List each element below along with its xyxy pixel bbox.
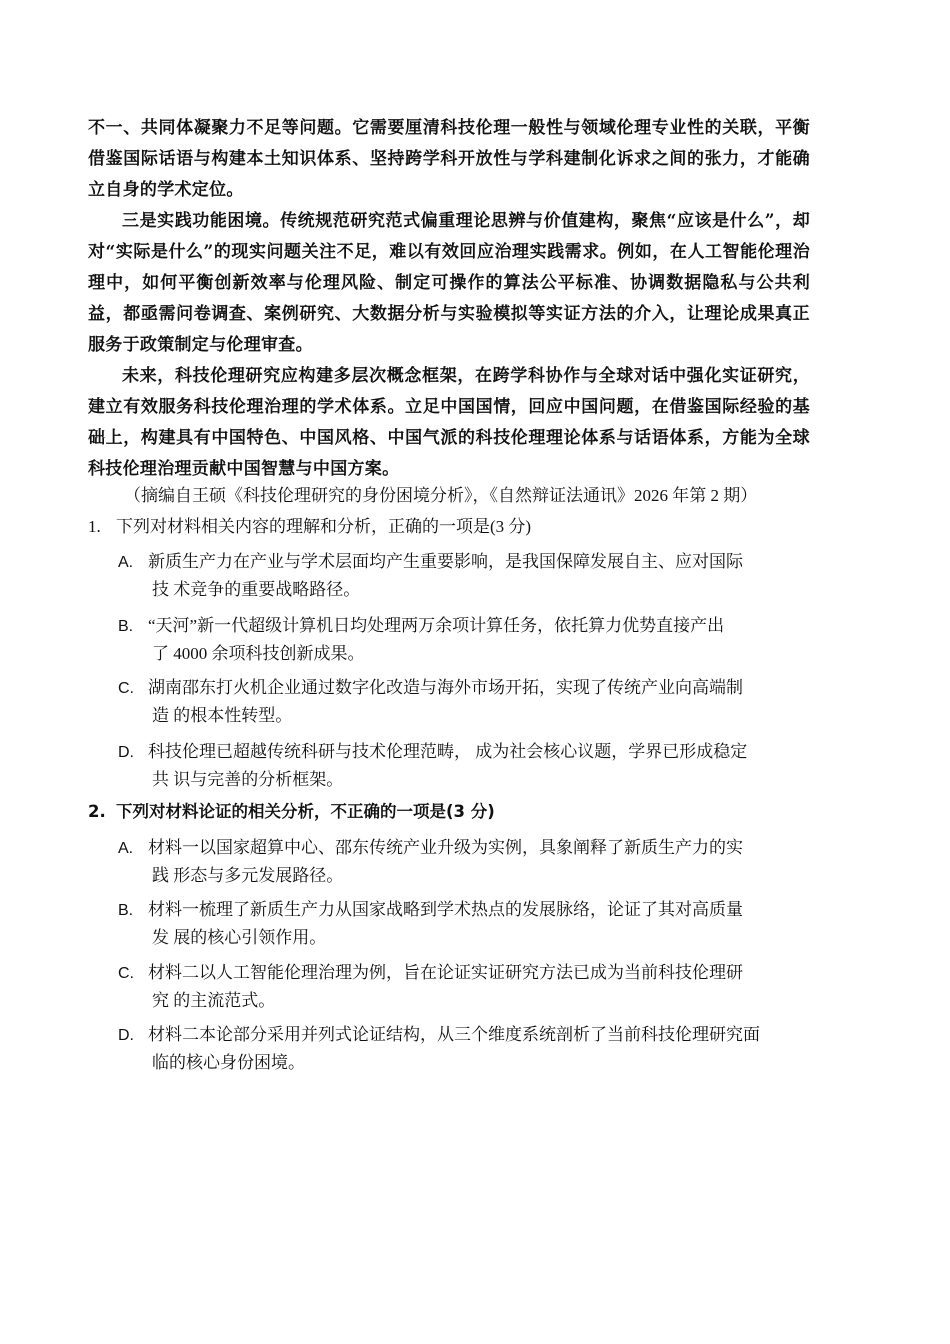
option-text-line-1: 新质生产力在产业与学术层面均产生重要影响，是我国保障发展自主、应对国际 <box>148 552 743 571</box>
option-text-line-1: 湖南邵东打火机企业通过数字化改造与海外市场开拓，实现了传统产业向高端制 <box>148 678 743 697</box>
passage-paragraph-1: 不一、共同体凝聚力不足等问题。它需要厘清科技伦理一般性与领域伦理专业性的关联，平衡借鉴国际话语与构建本土知识体系、坚持跨学科开放性与学科建制化诉求之间的张力，才能确立自身的学术定位。 <box>88 118 810 200</box>
passage-paragraph-3: 未来，科技伦理研究应构建多层次概念框架，在跨学科协作与全球对话中强化实证研究，建立有效服务科技伦理治理的学术体系。立足中国国情，回应中国问题，在借鉴国际经验的基础上，构建具有中国特色、中国风格、中国气派的科技伦理理论体系与话语体系，方能为全球科技伦理治理贡献中国智慧与中国方案。 <box>88 366 810 479</box>
question-1-option-d[interactable] <box>118 738 808 793</box>
option-text-line-2: 了 4000 余项科技创新成果。 <box>152 644 365 663</box>
option-text-line-1: 材料二以人工智能伦理治理为例，旨在论证实证研究方法已成为当前科技伦理研 <box>148 963 743 982</box>
question-1-stem: 下列对材料相关内容的理解和分析，正确的一项是(3 分) <box>116 517 532 536</box>
question-2-option-b[interactable] <box>118 896 808 951</box>
question-1-option-a[interactable] <box>118 548 808 603</box>
option-letter: D. <box>118 744 134 761</box>
option-letter: A. <box>118 554 134 571</box>
option-letter: C. <box>118 965 134 982</box>
option-text-line-2: 造 的根本性转型。 <box>152 706 293 725</box>
option-text-line-1: “天河”新一代超级计算机日均处理两万余项计算任务，依托算力优势直接产出 <box>148 616 725 635</box>
option-text-line-2: 临的核心身份困境。 <box>152 1053 305 1072</box>
option-text-line-1: 材料一梳理了新质生产力从国家战略到学术热点的发展脉络，论证了其对高质量 <box>148 900 743 919</box>
option-text-line-2: 共 识与完善的分析框架。 <box>152 770 344 789</box>
option-text-line-2: 究 的主流范式。 <box>152 991 276 1010</box>
question-1-number: 1. <box>88 517 101 536</box>
question-2-number: 2. <box>88 802 106 821</box>
option-text-line-2: 技 术竞争的重要战略路径。 <box>152 580 361 599</box>
question-1-option-b[interactable] <box>118 612 808 667</box>
option-letter: A. <box>118 840 134 857</box>
option-text-line-1: 材料二本论部分采用并列式论证结构，从三个维度系统剖析了当前科技伦理研究面 <box>148 1025 760 1044</box>
question-2 <box>88 799 788 825</box>
option-text-line-1: 材料一以国家超算中心、邵东传统产业升级为实例，具象阐释了新质生产力的实 <box>148 838 743 857</box>
question-1-option-c[interactable] <box>118 674 808 729</box>
passage-source: （摘编自王硕《科技伦理研究的身份困境分析》，《自然辩证法通讯》2026 年第 2 期） <box>124 486 758 505</box>
question-2-option-a[interactable] <box>118 834 808 889</box>
option-letter: C. <box>118 680 134 697</box>
question-2-stem: 下列对材料论证的相关分析，不正确的一项是(3 分) <box>116 802 495 821</box>
passage-paragraph-2: 三是实践功能困境。传统规范研究范式偏重理论思辨与价值建构，聚焦“应该是什么”，却对“实际是什么”的现实问题关注不足，难以有效回应治理实践需求。例如，在人工智能伦理治理中，如何平衡创新效率与伦理风险、制定可操作的算法公平标准、协调数据隐私与公共利益，都亟需问卷调查、案例研究、大数据分析与实验模拟等实证方法的介入，让理论成果真正服务于政策制定与伦理审查。 <box>88 211 810 355</box>
reading-passage <box>88 113 810 485</box>
question-2-option-c[interactable] <box>118 959 808 1014</box>
option-letter: B. <box>118 902 134 919</box>
option-letter: D. <box>118 1027 134 1044</box>
question-2-option-d[interactable] <box>118 1021 808 1076</box>
option-text-line-2: 践 形态与多元发展路径。 <box>152 866 344 885</box>
question-1 <box>88 514 788 540</box>
option-text-line-2: 发 展的核心引领作用。 <box>152 928 327 947</box>
option-letter: B. <box>118 618 134 635</box>
option-text-line-1: 科技伦理已超越传统科研与技术伦理范畴， 成为社会核心议题，学界已形成稳定 <box>148 742 748 761</box>
